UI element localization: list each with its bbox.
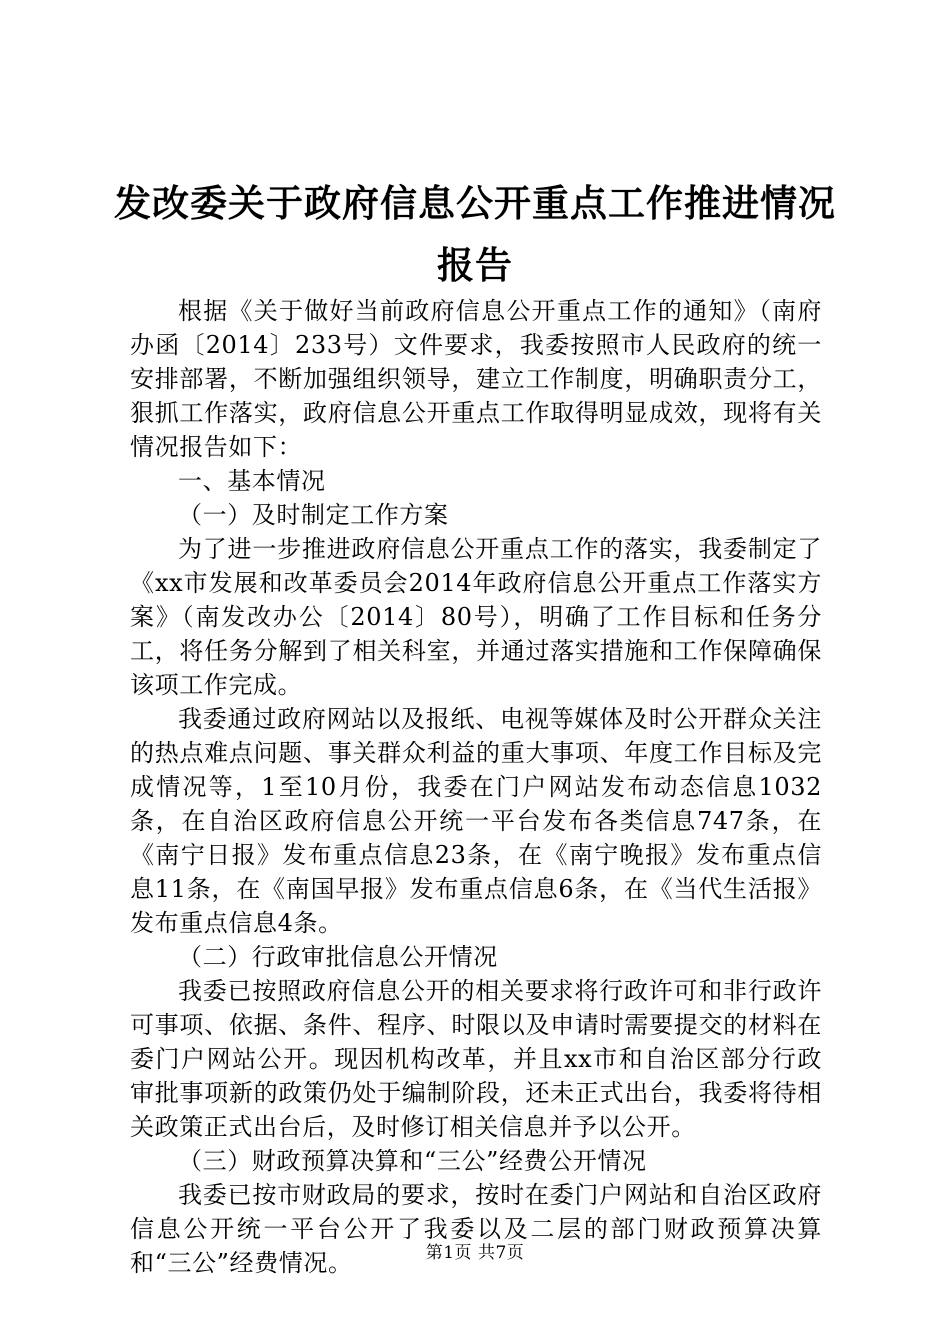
subsection-heading-work-plan: （一）及时制定工作方案 [178, 501, 449, 529]
paragraph-work-plan: 为了进一步推进政府信息公开重点工作的落实，我委制定了《xx市发展和改革委员会2014年政府信息公开重点工作落实方案》（南发改办公〔2014〕80号），明确了工作目标和任务分工，将任务分解到了相关科室，并通过落实措施和工作保障确保该项工作完成。 [130, 535, 822, 699]
paragraph-budget-disclosure: 我委已按市财政局的要求，按时在委门户网站和自治区政府信息公开统一平台公开了我委以及二层的部门财政预算决算和“三公”经费情况。 [130, 1181, 822, 1277]
document-body [130, 294, 822, 1280]
section-heading-basic-situation: 一、基本情况 [178, 467, 326, 495]
subsection-heading-budget-disclosure: （三）财政预算决算和“三公”经费公开情况 [178, 1147, 647, 1175]
subsection-heading-administrative-approval: （二）行政审批信息公开情况 [178, 943, 498, 971]
page-number: 第1页 共7页 [425, 1243, 525, 1263]
paragraph-administrative-approval: 我委已按照政府信息公开的相关要求将行政许可和非行政许可事项、依据、条件、程序、时限以及申请时需要提交的材料在委门户网站公开。现因机构改革，并且xx市和自治区部分行政审批事项新的政策仍处于编制阶段，还未正式出台，我委将待相关政策正式出台后，及时修订相关信息并予以公开。 [130, 977, 822, 1141]
paragraph-media-disclosure: 我委通过政府网站以及报纸、电视等媒体及时公开群众关注的热点难点问题、事关群众利益的重大事项、年度工作目标及完成情况等，1至10月份，我委在门户网站发布动态信息1032条，在自治区政府信息公开统一平台发布各类信息747条，在《南宁日报》发布重点信息23条，在《南宁晚报》发布重点信息11条，在《南国早报》发布重点信息6条，在《当代生活报》发布重点信息4条。 [130, 705, 822, 937]
paragraph-intro: 根据《关于做好当前政府信息公开重点工作的通知》（南府办函〔2014〕233号）文件要求，我委按照市人民政府的统一安排部署，不断加强组织领导，建立工作制度，明确职责分工，狠抓工作落实，政府信息公开重点工作取得明显成效，现将有关情况报告如下： [130, 297, 822, 461]
document-title: 发改委关于政府信息公开重点工作推进情况报告 [114, 181, 836, 287]
